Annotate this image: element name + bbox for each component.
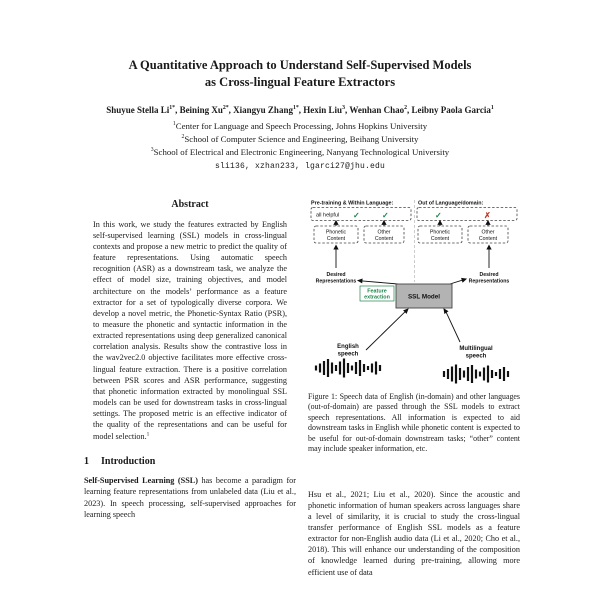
svg-text:Other: Other (481, 229, 495, 236)
author-name: Leibny Paola Garcia (411, 105, 491, 115)
svg-text:Representations: Representations (315, 278, 357, 285)
author-superscript: 3 (342, 105, 345, 111)
svg-text:Desired: Desired (326, 272, 346, 278)
desired-representations-right (469, 272, 510, 285)
right-column (308, 198, 520, 578)
out-domain-box (417, 208, 517, 221)
author-superscript: 1 (490, 105, 494, 111)
feature-extraction-label (360, 286, 394, 301)
cross-icon: ✗ (484, 211, 491, 220)
out-domain-label: Out of Language/domain: (418, 200, 484, 207)
content-box (468, 226, 508, 243)
section-title: Introduction (101, 455, 156, 467)
svg-text:Other: Other (377, 229, 391, 236)
content-box (418, 226, 462, 243)
abstract-footnote-marker: 1 (146, 430, 150, 437)
intro-body-text: has become a paradigm for learning feature representations from unlabeled data (Liu et al., 2023). In speech processing, self-supervised approaches for learning speech (84, 476, 296, 519)
waveform-right (444, 365, 508, 384)
paper-title (50, 57, 550, 90)
author (349, 105, 411, 115)
svg-text:Feature: Feature (367, 288, 387, 295)
author (106, 105, 179, 115)
figure1 (308, 198, 520, 455)
figure1-diagram (308, 198, 520, 386)
left-column (84, 198, 296, 520)
title-line: A Quantitative Approach to Understand Self-Supervised Models (128, 58, 472, 72)
author-superscript: 1* (292, 105, 299, 111)
affiliation-text: School of Electrical and Electronic Engineering, Nanyang Technological University (153, 146, 450, 157)
english-speech-label (337, 344, 359, 358)
affiliation-line (50, 120, 550, 133)
abstract-heading: Abstract (171, 199, 209, 210)
author-separator: , (407, 105, 412, 115)
svg-text:Phonetic: Phonetic (429, 229, 451, 236)
affiliation-text: School of Computer Science and Engineering, Beihang University (184, 133, 419, 144)
svg-text:Desired: Desired (479, 272, 499, 278)
author-superscript: 2* (222, 105, 229, 111)
right-column-text: Hsu et al., 2021; Liu et al., 2020). Since the acoustic and phonetic information of human speakers across languages share a level of similarity, it is crucial to study the cross-lingual transfer performance of English SSL models as a feature extractor for non-English audio data (Li et al., 2020; Cho et al., 2018). This will enhance our understanding of the composition of knowledge learned during pre-training, allowing more efficient use of data (308, 489, 520, 577)
affiliation-text: Center for Language and Speech Processing, Johns Hopkins University (175, 121, 428, 131)
svg-text:Content: Content (478, 236, 498, 242)
author-line (50, 105, 550, 115)
svg-text:Multilingual: Multilingual (459, 346, 493, 352)
affiliation-superscript: 1 (172, 121, 176, 128)
author (233, 105, 303, 115)
author-separator: , (175, 105, 180, 115)
author-name: Shuyue Stella Li (106, 105, 170, 115)
ssl-model-box (396, 284, 452, 308)
svg-text:Content: Content (430, 236, 450, 242)
author-superscript: 1* (169, 105, 176, 111)
check-icon: ✓ (353, 211, 360, 220)
svg-text:extraction: extraction (364, 294, 390, 301)
waveform-left (316, 359, 380, 378)
author-separator: , (344, 105, 350, 115)
intro-paragraph (84, 475, 296, 520)
author-name: Wenhan Chao (349, 105, 405, 115)
title-block (50, 57, 550, 171)
section-heading-introduction (84, 455, 296, 469)
in-domain-label: Pre-training & Within Language: (311, 200, 394, 207)
svg-text:speech: speech (465, 353, 487, 360)
email-line: sli136, xzhan233, lgarci27@jhu.edu (214, 162, 386, 172)
author (180, 105, 234, 115)
abstract-text (84, 219, 296, 442)
multilingual-speech-label (459, 346, 493, 360)
content-box (364, 226, 404, 243)
all-helpful-label: all helpful (316, 212, 340, 219)
svg-text:Representations: Representations (468, 278, 510, 285)
figure1-caption: Figure 1: Speech data of English (in-domain) and other languages (out-of-domain) are passed through the SSL models to extract speech representations. All information is expected to aid downstream tasks in English while phonetic content is expected to be useful for out-of-domain downstream tasks; “other” content may include speaker information, etc. (308, 392, 520, 454)
author-name: Beining Xu (179, 105, 223, 115)
section-number: 1 (84, 455, 89, 467)
author-name: Hexin Liu (303, 105, 343, 115)
author (303, 105, 349, 115)
svg-text:Content: Content (374, 236, 394, 242)
intro-lead-bold: Self-Supervised Learning (SSL) (84, 476, 198, 486)
abstract-body-text: In this work, we study the features extracted by English self-supervised learning (SSL) models in cross-lingual contexts and propose a new metric to predict the quality of feature representations. Using automatic speech recognition (ASR) as a downstream task, we analyze the effect of model size, training objectives, and model architecture on the models’ performance as a feature extractor for a set of typologically diverse corpora. We develop a novel metric, the Phonetic-Syntax Ratio (PSR), to measure the phonetic and syntactic information in the extracted representations using deep generalized canonical correlation analysis. Results show the contrastive loss in the wav2vec2.0 objective facilitates more effective cross-lingual feature extraction. There is a positive correlation between PSR scores and ASR performance, suggesting that phonetic information extracted by monolingual SSL models can be used for downstream tasks in cross-lingual settings. The proposed metric is an effective indicator of the quality of the representations and can be useful for model selection. (93, 219, 287, 441)
check-icon: ✓ (435, 211, 442, 220)
svg-text:Phonetic: Phonetic (325, 229, 347, 236)
svg-text:Content: Content (326, 236, 346, 242)
affiliation-line (50, 133, 550, 146)
author-separator: , (298, 105, 304, 115)
desired-representations-left (316, 272, 357, 285)
check-icon: ✓ (382, 211, 389, 220)
svg-text:speech: speech (337, 351, 359, 358)
affiliation-line (50, 146, 550, 159)
author-separator: , (228, 105, 234, 115)
author-name: Xiangyu Zhang (233, 105, 293, 115)
svg-text:English: English (337, 344, 359, 350)
ssl-model-label: SSL Model (407, 293, 441, 301)
author-superscript: 2 (404, 105, 408, 111)
affiliation-superscript: 3 (150, 146, 154, 153)
content-box (314, 226, 358, 243)
affiliation-superscript: 2 (181, 133, 185, 140)
author (412, 105, 494, 115)
title-line: as Cross-lingual Feature Extractors (204, 74, 396, 89)
